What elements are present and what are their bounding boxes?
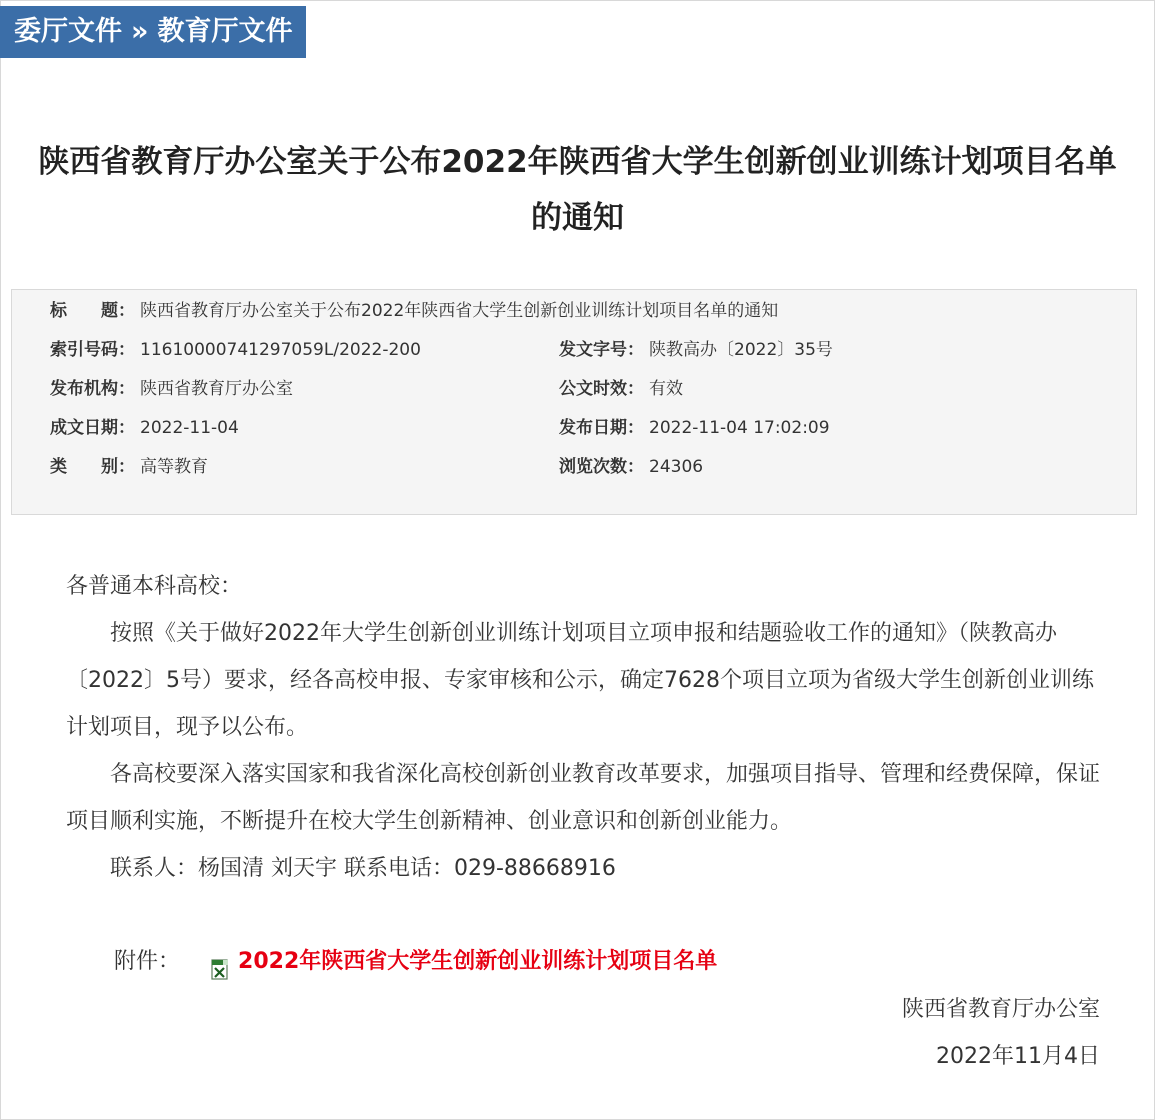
- meta-title-label: 标 题：: [50, 301, 135, 321]
- document-metadata-panel: [11, 289, 1137, 515]
- body-paragraph-2: 各高校要深入落实国家和我省深化高校创新创业教育改革要求，加强项目指导、管理和经费保障，保证项目顺利实施，不断提升在校大学生创新精神、创业意识和创新创业能力。: [66, 762, 1101, 834]
- meta-doc-no-label: 发文字号：: [559, 340, 644, 360]
- attachment-line: [114, 938, 717, 985]
- signature-org: 陕西省教育厅办公室: [901, 997, 1100, 1022]
- attachment-download-link[interactable]: 2022年陕西省大学生创新创业训练计划项目名单: [238, 949, 718, 974]
- meta-published-label: 发布日期：: [559, 418, 644, 438]
- attachment-label: 附件：: [114, 949, 181, 974]
- meta-validity-label: 公文时效：: [559, 379, 644, 399]
- meta-row-title: [50, 298, 778, 324]
- page-title-line2: 的通知: [531, 200, 624, 236]
- meta-created-label: 成文日期：: [50, 418, 135, 438]
- meta-doc-no-value: 陕教高办〔2022〕35号: [649, 340, 833, 360]
- meta-row-views: [559, 454, 703, 480]
- meta-row-published: [559, 415, 830, 441]
- meta-published-value: 2022-11-04 17:02:09: [649, 418, 830, 438]
- meta-row-issuer: [50, 376, 293, 402]
- breadcrumb-separator: »: [131, 16, 149, 47]
- body-paragraph-1: 按照《关于做好2022年大学生创新创业训练计划项目立项申报和结题验收工作的通知》（陕教高办〔2022〕5号）要求，经各高校申报、专家审核和公示，确定7628个项目立项为省级大学生创新创业训练计划项目，现予以公布。: [66, 621, 1094, 740]
- meta-index-value: 11610000741297059L/2022-200: [140, 340, 421, 360]
- meta-views-value: 24306: [649, 457, 704, 477]
- notice-body: [66, 563, 1100, 892]
- contact-line: 联系人：杨国清 刘天宇 联系电话：029-88668916: [110, 856, 616, 881]
- meta-row-created: [50, 415, 239, 441]
- meta-views-label: 浏览次数：: [559, 457, 644, 477]
- meta-category-label: 类 别：: [50, 457, 135, 477]
- signature-date: 2022年11月4日: [936, 1044, 1100, 1069]
- meta-issuer-value: 陕西省教育厅办公室: [140, 379, 293, 399]
- meta-row-validity: [559, 376, 683, 402]
- salutation: 各普通本科高校：: [66, 574, 243, 599]
- meta-validity-value: 有效: [649, 379, 683, 399]
- breadcrumb: [0, 6, 306, 58]
- meta-row-category: [50, 454, 208, 480]
- meta-title-value: 陕西省教育厅办公室关于公布2022年陕西省大学生创新创业训练计划项目名单的通知: [140, 301, 779, 321]
- meta-row-index: [50, 337, 421, 363]
- meta-issuer-label: 发布机构：: [50, 379, 135, 399]
- meta-index-label: 索引号码：: [50, 340, 135, 360]
- breadcrumb-item-education-dept-docs[interactable]: 教育厅文件: [157, 16, 293, 47]
- meta-row-doc-no: [559, 337, 833, 363]
- page-title-line1: 陕西省教育厅办公室关于公布2022年陕西省大学生创新创业训练计划项目名单: [38, 144, 1117, 180]
- page-title: [0, 134, 1155, 246]
- meta-created-value: 2022-11-04: [140, 418, 239, 438]
- breadcrumb-item-committee-docs[interactable]: 委厅文件: [14, 16, 122, 47]
- meta-category-value: 高等教育: [140, 457, 208, 477]
- excel-file-icon: [210, 951, 230, 973]
